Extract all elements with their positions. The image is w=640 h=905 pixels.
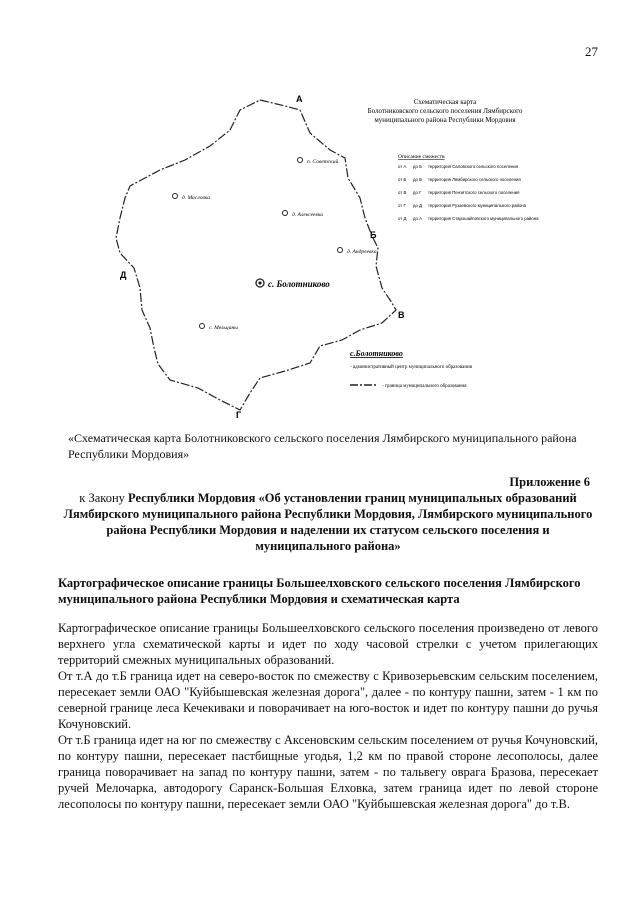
alekseevka-label: д. Алексеевка <box>292 212 324 218</box>
adjacency-from: от А <box>398 164 407 169</box>
melnikovka-marker <box>200 324 205 329</box>
adjacency-from: от Б <box>398 177 407 182</box>
adjacency-title: Описание смежеств <box>398 154 445 160</box>
adjacency-to: до В <box>413 177 422 182</box>
bolotnikovo-marker-dot <box>258 281 261 284</box>
sovetsky-marker <box>298 158 303 163</box>
page-number: 27 <box>585 44 598 59</box>
adjacency-to: до Д <box>413 203 423 208</box>
adjacency-text: территория Саловского сельского поселения <box>428 164 519 169</box>
point-b: Б <box>370 230 377 240</box>
appendix-law <box>58 490 598 554</box>
map-figure <box>110 88 580 418</box>
andreevka-label: д. Андреевка <box>347 249 377 255</box>
map-title-line-1: Схематическая карта <box>413 98 477 106</box>
schematic-map <box>110 88 580 418</box>
paragraph: Картографическое описание границы Большеелховского сельского поселения произведено от левого верхнего угла схематической карты и идет по ходу часовой стрелки с учетом прилегающих территорий смежных муниципальных образований. <box>58 621 598 667</box>
maslovka-label: д. Масловка <box>182 195 211 201</box>
map-title-line-3: муниципального района Республики Мордовия <box>374 116 516 124</box>
paragraph: От т.А до т.Б граница идет на северо-восток по смежеству с Кривозерьевским сельским поселением, пересекает земли ОАО "Куйбышевская железная дорога", далее - по контуру пашни, затем - 1 км по северной границе леса Кечекиваки и поворачивает на юго-восток и идет по контуру пашни до ручья Кочуновский. <box>58 669 598 731</box>
point-g: Г <box>236 410 242 418</box>
appendix-title: Приложение 6 <box>509 475 590 489</box>
adjacency-text: территория Пензятского сельского поселения <box>428 190 520 195</box>
legend-center-desc: - административный центр муниципального образования <box>350 365 472 370</box>
adjacency-from: от В <box>398 190 407 195</box>
legend-center-name: с.Болотниково <box>350 349 403 358</box>
appendix-law-text: Республики Мордовия «Об установлении границ муниципальных образований Лямбирского муниципального района Республики Мордовия, Лямбирского муниципального района Республики Мордовия и наделении их статусом сельского поселения и муниципального района» <box>63 491 593 553</box>
legend-border-desc: - граница муниципального образования <box>382 384 467 389</box>
adjacency-table <box>398 164 539 221</box>
municipal-boundary <box>116 100 396 410</box>
andreevka-marker <box>338 248 343 253</box>
bolotnikovo-label: с. Болотниково <box>268 279 330 289</box>
point-d: Д <box>120 270 127 280</box>
map-title-line-2: Болотниковского сельского поселения Лямбирского <box>367 107 523 115</box>
adjacency-from: от Д <box>398 216 407 221</box>
adjacency-to: до Г <box>413 190 422 195</box>
adjacency-text: территория Лямбирского сельского поселения <box>428 177 521 182</box>
adjacency-to: до А <box>413 216 422 221</box>
map-caption: «Схематическая карта Болотниковского сельского поселения Лямбирского муниципального района Республики Мордовия» <box>68 431 577 461</box>
adjacency-from: от Г <box>398 203 406 208</box>
melnikovka-label: с. Мельцаны <box>209 325 238 331</box>
adjacency-text: территория Старошайговского муниципального района <box>428 216 539 221</box>
adjacency-text: территория Рузаевского муниципального района <box>428 203 527 208</box>
appendix-law-prefix: к Закону <box>79 491 129 505</box>
adjacency-to: до Б <box>413 164 422 169</box>
point-v: В <box>398 310 405 320</box>
alekseevka-marker <box>283 211 288 216</box>
body-text <box>58 620 598 812</box>
paragraph: От т.Б граница идет на юг по смежеству с Аксеновским сельским поселением от ручья Кочуновский, по контуру пашни, пересекает пастбищные угодья, 1,2 км по правой стороне лесополосы, далее граница поворачивает на запад по контуру пашни, затем - по тальвегу оврага Бразова, пересекает ручей Мелочарка, автодорогу Саранск-Большая Елховка, затем граница идет по левой стороне лесополосы по контуру пашни, пересекает земли ОАО "Куйбышевская железная дорога" до т.В. <box>58 733 598 811</box>
sovetsky-label: п. Советский <box>307 159 339 165</box>
point-a: А <box>296 94 303 104</box>
maslovka-marker <box>173 194 178 199</box>
section-heading: Картографическое описание границы Большеелховского сельского поселения Лямбирского муниципального района Республики Мордовия и схематическая карта <box>58 576 581 606</box>
